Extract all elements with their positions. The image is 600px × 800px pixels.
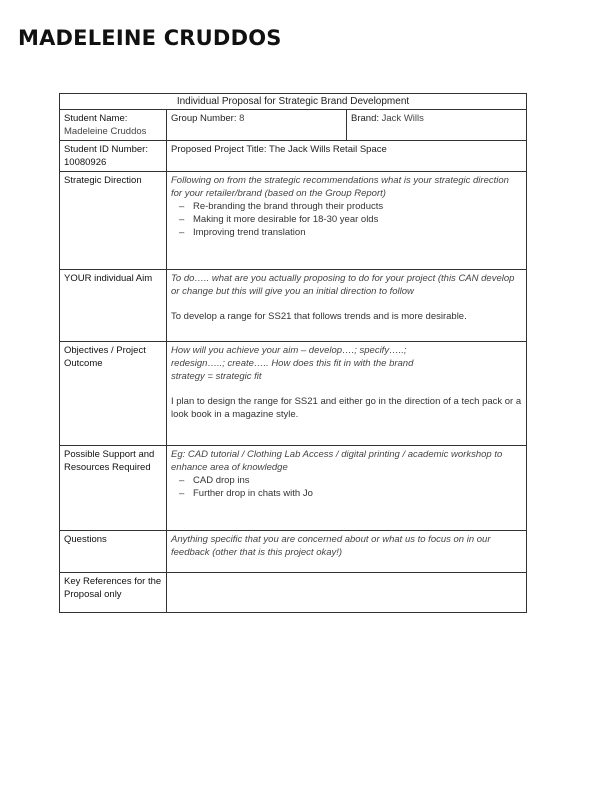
list-item: – Further drop in chats with Jo [179, 487, 522, 500]
project-title-value: The Jack Wills Retail Space [269, 144, 387, 155]
strategic-direction-prompt: Following on from the strategic recommendations what is your strategic direction for your retailer/brand (based on the Group Report) [171, 175, 509, 199]
document-heading: MADELEINE CRUDDOS [18, 26, 282, 50]
support-label: Possible Support and Resources Required [60, 446, 167, 531]
project-title-label: Proposed Project Title: [171, 144, 267, 155]
questions-label: Questions [60, 531, 167, 573]
group-number-label: Group Number: [171, 113, 237, 124]
list-item: – Making it more desirable for 18-30 year olds [179, 213, 522, 226]
list-item: – Improving trend translation [179, 226, 522, 239]
support-list [171, 474, 522, 500]
references-row [60, 573, 527, 613]
project-title-cell [167, 141, 527, 172]
group-number-value: 8 [239, 113, 245, 124]
questions-content [167, 531, 527, 573]
individual-aim-prompt: To do….. what are you actually proposing to do for your project (this CAN develop or change but this will give you an initial direction to follow [171, 273, 515, 297]
table-title: Individual Proposal for Strategic Brand Development [60, 94, 527, 110]
objectives-prompt-line-2: redesign…..; create….. How does this fit in with the brand [171, 358, 414, 369]
student-name-value: Madeleine Cruddos [64, 126, 147, 137]
individual-aim-answer: To develop a range for SS21 that follows trends and is more desirable. [171, 311, 467, 322]
objectives-prompt-line-1: How will you achieve your aim – develop….; specify…..; [171, 345, 407, 356]
student-id-value: 10080926 [64, 157, 107, 168]
support-content [167, 446, 527, 531]
strategic-direction-row [60, 172, 527, 270]
brand-value: Jack Wills [381, 113, 424, 124]
group-number-cell [167, 110, 347, 141]
list-item: – Re-branding the brand through their products [179, 200, 522, 213]
objectives-content [167, 342, 527, 446]
objectives-row [60, 342, 527, 446]
strategic-direction-content [167, 172, 527, 270]
student-name-row [60, 110, 527, 141]
student-name-label: Student Name: [64, 113, 128, 124]
brand-label: Brand: [351, 113, 379, 124]
student-id-cell [60, 141, 167, 172]
questions-prompt: Anything specific that you are concerned about or what us to focus on in our feedback (other that is this project okay!) [171, 534, 491, 558]
individual-aim-label: YOUR individual Aim [60, 270, 167, 342]
proposal-table [59, 93, 527, 613]
references-label: Key References for the Proposal only [60, 573, 167, 613]
student-id-label: Student ID Number: [64, 144, 148, 155]
individual-aim-content [167, 270, 527, 342]
strategic-direction-list [171, 200, 522, 239]
student-name-cell [60, 110, 167, 141]
support-row [60, 446, 527, 531]
support-prompt: Eg: CAD tutorial / Clothing Lab Access / digital printing / academic workshop to enhance area of knowledge [171, 449, 503, 473]
objectives-prompt-line-3: strategy = strategic fit [171, 371, 262, 382]
list-item: – CAD drop ins [179, 474, 522, 487]
student-id-row [60, 141, 527, 172]
objectives-label: Objectives / Project Outcome [60, 342, 167, 446]
objectives-answer: I plan to design the range for SS21 and either go in the direction of a tech pack or a look book in a magazine style. [171, 396, 522, 420]
title-row [60, 94, 527, 110]
strategic-direction-label: Strategic Direction [60, 172, 167, 270]
individual-aim-row [60, 270, 527, 342]
questions-row [60, 531, 527, 573]
brand-cell [347, 110, 527, 141]
references-content [167, 573, 527, 613]
